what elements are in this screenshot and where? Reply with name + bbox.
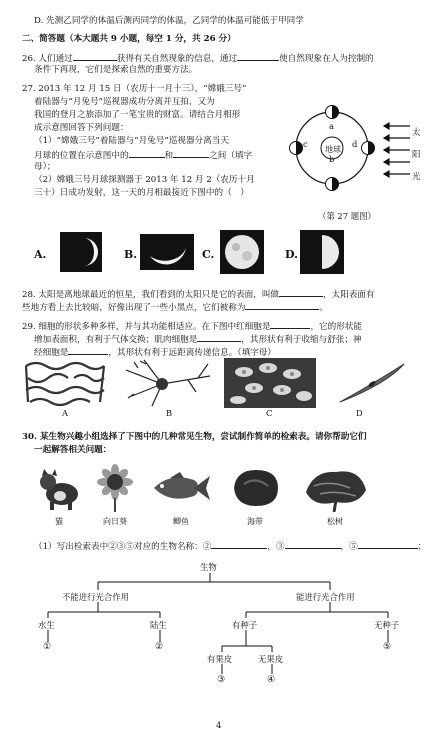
key-no-photosynthesis: 不能进行光合作用 xyxy=(62,592,129,602)
key-photosynthesis: 能进行光合作用 xyxy=(296,592,355,602)
page-number: 4 xyxy=(216,720,222,730)
kelp-image xyxy=(226,464,284,510)
moon-option-d xyxy=(300,230,344,274)
q27-line6: 月球的位置在示意图中的 和 之间（填字 xyxy=(34,151,253,161)
q28-line2: 些地方看上去比较暗，好像出现了一些小黑点，它们被称为 。 xyxy=(22,303,329,313)
key-with-seeds: 有种子 xyxy=(232,620,258,630)
key-without-seeds: 无种子 xyxy=(374,620,400,630)
cell-image-a xyxy=(20,358,112,408)
organism-label-pine: 松树 xyxy=(327,517,343,526)
key-aquatic: 水生 xyxy=(38,620,55,630)
cell-image-b xyxy=(122,356,214,410)
option-c-label: C. xyxy=(202,248,215,261)
cell-label-b: B xyxy=(166,408,173,418)
moon-option-c xyxy=(220,230,264,274)
moon-label-b: b xyxy=(329,154,335,164)
sunflower-image xyxy=(92,462,138,512)
q29-line3: 经细胞是 ，其形状有利于远距离传递信息。（填字母） xyxy=(34,348,276,358)
earth-label: 地球 xyxy=(325,145,341,154)
q26-line1: 26. 人们通过 获得有关自然现象的信息，通过 使自然现象在人为控制的 xyxy=(22,54,374,64)
key-number-1: ① xyxy=(43,642,52,652)
cell-label-c: C xyxy=(266,408,273,418)
key-without-pericarp: 无果皮 xyxy=(258,654,284,664)
q30-line2: 一起解答相关问题： xyxy=(34,445,112,455)
q30-sub1: （1）写出检索表中②③⑤对应的生物名称：② ，③ ，⑤ ； xyxy=(34,542,427,552)
q27-line7: 母）； xyxy=(34,162,56,172)
moon-option-b xyxy=(140,234,194,270)
option-b-label: B. xyxy=(124,248,138,261)
q29-line1: 29. 细胞的形状多种多样，并与其功能相适应。在下图中红细胞是 ，它的形状能 xyxy=(22,322,363,332)
cell-image-c xyxy=(224,358,316,408)
q28-line1: 28. 太阳是离地球最近的恒星，我们看到的太阳只是它的表面，叫做 ，太阳表面有 xyxy=(22,290,375,300)
q27-line3: 我国的登月之旅添加了一笔宝贵的财富。请结合月相形 xyxy=(34,110,241,120)
fig27-caption: （第 27 题图） xyxy=(318,211,376,221)
moon-option-a xyxy=(60,232,102,272)
key-terrestrial: 陆生 xyxy=(150,620,167,630)
key-number-5: ⑤ xyxy=(383,642,392,652)
q25-option-d: D. 先测乙同学的体温后测丙同学的体温，乙同学的体温可能低于甲同学 xyxy=(34,16,304,26)
q27-line8: （2）嫦娥三号月球探测器于 2013 年 12 月 2（农历十月 xyxy=(34,175,255,185)
cell-image-d xyxy=(326,358,418,408)
sun-char-3: 光 xyxy=(412,171,421,181)
key-number-3: ③ xyxy=(217,675,226,685)
pine-tree-image xyxy=(300,462,370,512)
key-with-pericarp: 有果皮 xyxy=(207,654,233,664)
q27-line4: 成示意图回答下列问题： xyxy=(34,123,129,133)
moon-label-a: a xyxy=(329,121,334,131)
q27-line1: 27. 2013 年 12 月 15 日（农历十一月十三），“嫦娥三号” xyxy=(22,84,247,94)
q27-line9: 三十）日成功发射，这一天的月相最接近下图中的（ ） xyxy=(34,188,249,198)
q29-line2: 增加表面积，有利于气体交换；肌肉细胞是 ，其形状有利于收缩与舒张；神 xyxy=(34,335,362,345)
q27-line2: 着陆器与“月兔号”巡视器成功分离并互拍，又为 xyxy=(34,97,215,107)
sun-char-1: 太 xyxy=(412,127,421,137)
q27-line5: （1）“嫦娥三号”着陆器与“月兔号”巡视器分离当天 xyxy=(34,136,229,146)
cell-label-d: D xyxy=(356,408,363,418)
organism-label-kelp: 海带 xyxy=(247,517,263,526)
moon-label-d: d xyxy=(352,139,358,149)
cat-image xyxy=(36,466,82,510)
moon-phase-diagram xyxy=(282,92,422,210)
option-d-label: D. xyxy=(285,248,298,261)
sun-char-2: 阳 xyxy=(412,149,421,159)
cell-label-a: A xyxy=(62,408,69,418)
organism-label-cat: 猫 xyxy=(55,517,63,526)
option-a-label: A. xyxy=(34,248,47,261)
key-number-4: ④ xyxy=(267,675,276,685)
key-root: 生物 xyxy=(200,562,217,572)
moon-label-c: c xyxy=(303,139,308,149)
organism-label-carp: 鲫鱼 xyxy=(173,517,189,526)
key-number-2: ② xyxy=(155,642,164,652)
classification-key-lines xyxy=(0,560,442,738)
q26-line2: 条件下再现，它们是探索自然的重要方法。 xyxy=(34,65,198,75)
organism-label-sunflower: 向日葵 xyxy=(103,517,127,526)
q30-line1: 30. 某生物兴趣小组选择了下图中的几种常见生物，尝试制作简单的检索表。请你帮助它们 xyxy=(22,432,367,442)
crucian-carp-image xyxy=(150,470,212,506)
section-title: 二、简答题（本大题共 9 小题，每空 1 分，共 26 分） xyxy=(22,34,236,44)
